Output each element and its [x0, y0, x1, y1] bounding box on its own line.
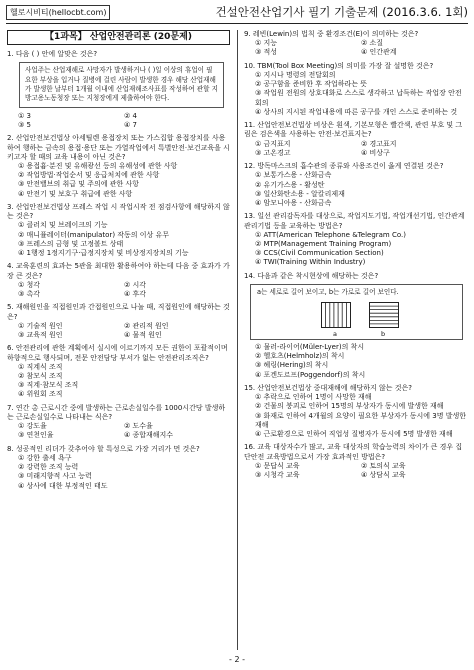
question-item: [7, 303, 230, 340]
header-rule: [6, 23, 468, 24]
answer-option: ③ 미래지향적 사고 능력: [18, 472, 92, 481]
answer-option: ① 보통가스용 - 산화금속: [255, 171, 332, 180]
answer-options: [244, 39, 467, 57]
answer-option: ① 강한 출세 욕구: [18, 454, 72, 463]
question-stem: 2. 산업안전보건법상 아세틸렌 용접장치 또는 가스집합 용접장치를 사용하여 행하는 금속의 용접·용단 또는 가열작업에서 특별안전·보건교육을 시키고자 할 때의 교육 내용이 아닌 것은?: [7, 134, 230, 161]
question-stem: 8. 성공적인 리더가 갖추어야 할 특성으로 가장 거리가 먼 것은?: [7, 444, 200, 453]
answer-option: ① 기술적 원인: [18, 321, 63, 330]
answer-option: ③ 작업원 전원의 상호대화로 스스로 생각하고 납득하는 작업장 안전회의: [255, 89, 462, 107]
answer-option: ② 시각: [124, 280, 147, 289]
answer-option: ③ 시청각 교육: [255, 471, 300, 480]
answer-options: [7, 322, 230, 340]
answer-option: ③ 5: [18, 121, 31, 130]
illusion-figure-box: [250, 284, 463, 340]
question-item: [244, 62, 467, 117]
left-column: [7, 30, 230, 495]
question-stem: 14. 다음과 같은 착시현상에 해당하는 것은?: [244, 271, 379, 280]
question-item: [7, 344, 230, 399]
answer-option: ④ 위원회 조직: [18, 390, 63, 399]
question-stem: 6. 안전관리에 관한 계획에서 실시에 이르기까지 모든 권한이 포괄적이며 하향적으로 행사되며, 전문 안전담당 부서가 없는 안전관리조직은?: [7, 344, 228, 362]
vertical-stripes-figure: [321, 302, 351, 328]
answer-option: ④ 7: [124, 121, 137, 130]
answer-options: [7, 363, 230, 400]
question-item: [244, 212, 467, 267]
question-stem: 15. 산업안전보건법상 중대재해에 해당하지 않는 것은?: [244, 384, 412, 393]
answer-option: ④ 안전기 및 보호구 취급에 관한 사항: [18, 189, 133, 198]
answer-option: ④ 종합재해지수: [124, 431, 174, 440]
answer-option: ④ TWI(Training Within Industry): [255, 258, 366, 267]
answer-option: ② 공구함을 준비한 후 작업하라는 뜻: [255, 80, 368, 89]
answer-option: ② 관리적 원인: [124, 321, 169, 330]
answer-option: ① 지능: [255, 39, 278, 48]
answer-options: [7, 162, 230, 199]
answer-option: ④ 근로환경으로 인하여 직업성 질병자가 동시에 5명 발생한 재해: [255, 430, 453, 439]
answer-option: ③ 직계·참모식 조직: [18, 381, 79, 390]
question-stem: 5. 재해원인을 직접원인과 간접원인으로 나눌 때, 직접원인에 해당하는 것은?: [7, 303, 230, 321]
answer-option: ① ATT(American Telephone &Telegram Co.): [255, 230, 406, 239]
question-stem: 9. 레빈(Lewin)의 법칙 중 환경조건(E)이 의미하는 것은?: [244, 30, 419, 38]
answer-option: ① 강도율: [18, 422, 47, 431]
question-item: [244, 121, 467, 158]
answer-options: [244, 462, 467, 480]
question-stem: 16. 교육 대상자수가 많고, 교육 대상자의 학습능력의 차이가 큰 경우 집단안전 교육방법으로서 가장 효과적인 방법은?: [244, 443, 463, 461]
question-item: [244, 30, 467, 58]
answer-option: ④ 포겐도르프(Poggendorf)의 착시: [255, 370, 366, 379]
question-stem: 7. 연간 총 근로시간 중에 발생하는 근로손실일수를 1000시간당 발생하는 근로손실일수로 나타내는 식은?: [7, 403, 226, 422]
answer-option: ③ 프레스의 금형 및 고정볼트 상태: [18, 239, 124, 248]
question-stem: 13. 일선 관리감독자를 대상으로, 작업지도기법, 작업개선기법, 인간관계 관리기법 등을 교육하는 방법은?: [244, 212, 465, 230]
horizontal-stripes-figure: [369, 302, 399, 328]
answer-option: ③ CCS(Civil Communication Section): [255, 249, 384, 258]
answer-options: [244, 71, 467, 117]
answer-options: [7, 422, 230, 440]
right-column: [244, 30, 467, 484]
answer-option: ③ 안전밸브의 취급 및 주의에 관한 사항: [18, 180, 140, 189]
answer-option: ② 도수율: [124, 422, 153, 431]
page-number: - 2 -: [229, 655, 245, 664]
question-item: [7, 262, 230, 299]
answer-option: ④ 상담식 교육: [361, 471, 406, 480]
question-item: [244, 384, 467, 439]
question-stem: 1. 다음 ( ) 안에 알맞은 것은?: [7, 50, 98, 58]
answer-option: ④ 후각: [124, 290, 147, 299]
answer-option: ④ 상사에 대한 부정적인 태도: [18, 481, 108, 490]
answer-options: [7, 112, 230, 130]
question-passage-box: 사업주는 산업재해로 사망자가 발생하거나 ( )일 이상의 휴업이 필요한 부상을 입거나 질병에 걸린 사람이 발생한 경우 해당 산업재해가 발생한 날부터 1개월 이내에 산업재해조사표를 작성하여 관할 지방고용노동청장 또는 지청장에게 제출하여야 한다.: [19, 62, 224, 108]
question-item: [244, 162, 467, 208]
answer-options: [244, 140, 467, 158]
answer-option: ① 클러치 및 브레이크의 기능: [18, 221, 108, 230]
site-badge: 헬로시비티(hellocbt.com): [6, 5, 110, 20]
document-title: 건설안전산업기사 필기 기출문제 (2016.3.6. 1회): [215, 5, 468, 19]
answer-options: [244, 343, 467, 380]
answer-option: ① 지시나 명령의 전달회의: [255, 71, 336, 79]
answer-option: ② 작업방법·작업순서 및 응급처치에 관한 사항: [18, 171, 160, 180]
answer-option: ② 매니퓰레이터(manipulator) 작동의 이상 유무: [18, 230, 170, 239]
answer-option: ② 4: [124, 111, 137, 120]
answer-options: [7, 221, 230, 258]
answer-option: ④ 암모니아용 - 산화금속: [255, 199, 332, 208]
page-header: [6, 4, 468, 26]
answer-option: ② 토의식 교육: [361, 461, 406, 470]
answer-option: ③ 촉각: [18, 290, 41, 299]
figure-label-a: a: [333, 330, 337, 339]
answer-options: [7, 281, 230, 299]
answer-options: [7, 454, 230, 491]
question-item: [7, 203, 230, 258]
question-stem: 10. TBM(Tool Box Meeting)의 의미를 가장 잘 설명한 것은?: [244, 61, 434, 70]
answer-option: ② 건물의 붕괴로 인하여 15명의 부상자가 동시에 발생한 재해: [255, 402, 444, 411]
answer-option: ④ 물적 원인: [124, 331, 162, 340]
answer-option: ③ 화재로 인하여 4개월의 요양이 필요한 부상자가 동시에 3명 발생한 재해: [255, 411, 467, 429]
question-item: [7, 50, 230, 130]
question-item: [244, 272, 467, 380]
answer-option: ④ 1행정 1정지기구·급정지장치 및 비상정지장치의 기능: [18, 249, 189, 258]
answer-option: ③ 적성: [255, 48, 278, 57]
question-stem: 12. 방독마스크의 흡수관의 종류와 사용조건이 옳게 연결된 것은?: [244, 162, 444, 171]
question-item: [244, 443, 467, 480]
question-item: [7, 404, 230, 441]
answer-option: ④ 비상구: [361, 148, 390, 157]
answer-option: ① 뮬러-라이어(Müler-Lyer)의 착시: [255, 343, 365, 352]
answer-option: ④ 인간관계: [361, 48, 397, 57]
answer-option: ② 강력한 조직 능력: [18, 463, 79, 472]
answer-option: ① 직계식 조직: [18, 362, 63, 371]
answer-option: ④ 상사의 지시된 작업내용에 따른 공구를 개인 스스로 준비하는 것: [255, 107, 458, 116]
answer-option: ③ 일산화탄소용 - 알칼리제재: [255, 189, 345, 198]
answer-option: ② 경고표지: [361, 139, 397, 148]
answer-option: ③ 헤링(Hering)의 착시: [255, 361, 329, 370]
question-stem: 4. 교육훈련의 효과는 5관을 최대한 활용하여야 하는데 다음 중 효과가 가장 큰 것은?: [7, 262, 230, 280]
question-item: [7, 445, 230, 491]
answer-option: ③ 연천인율: [18, 431, 54, 440]
question-stem: 11. 산업안전보건법상 비상은 흰색, 기본모형은 빨간색, 관련 부호 및 그림은 검은색을 사용하는 안전·보건표지는?: [244, 121, 463, 139]
answer-option: ③ 고온경고: [255, 148, 291, 157]
answer-option: ② 소질: [361, 39, 384, 48]
answer-option: ① 용접흄·분진 및 유해광선 등의 유해성에 관한 사항: [18, 162, 178, 171]
section-title: 【1과목】 산업안전관리론 (20문제): [7, 30, 230, 45]
answer-option: ① 3: [18, 111, 31, 120]
answer-options: [244, 231, 467, 268]
column-divider: [237, 30, 238, 650]
answer-option: ① 금지표지: [255, 139, 291, 148]
answer-option: ② 헬호츠(Helmholz)의 착시: [255, 352, 345, 361]
answer-option: ② MTP(Management Training Program): [255, 240, 392, 249]
answer-option: ① 추락으로 인하여 1명이 사망한 재해: [255, 393, 372, 402]
question-stem: 3. 산업안전보건법상 프레스 작업 시 작업시작 전 점검사항에 해당하지 않는 것은?: [7, 203, 230, 221]
answer-option: ① 청각: [18, 280, 41, 289]
figure-label-b: b: [381, 330, 386, 339]
answer-option: ② 참모식 조직: [18, 372, 63, 381]
answer-options: [244, 393, 467, 439]
figure-caption: a는 세로로 길어 보이고, b는 가로로 길어 보인다.: [257, 288, 399, 297]
answer-option: ① 문답식 교육: [255, 461, 300, 470]
answer-option: ② 유기가스용 - 활성탄: [255, 180, 325, 189]
answer-option: ③ 교육적 원인: [18, 331, 63, 340]
question-item: [7, 134, 230, 198]
answer-options: [244, 171, 467, 208]
